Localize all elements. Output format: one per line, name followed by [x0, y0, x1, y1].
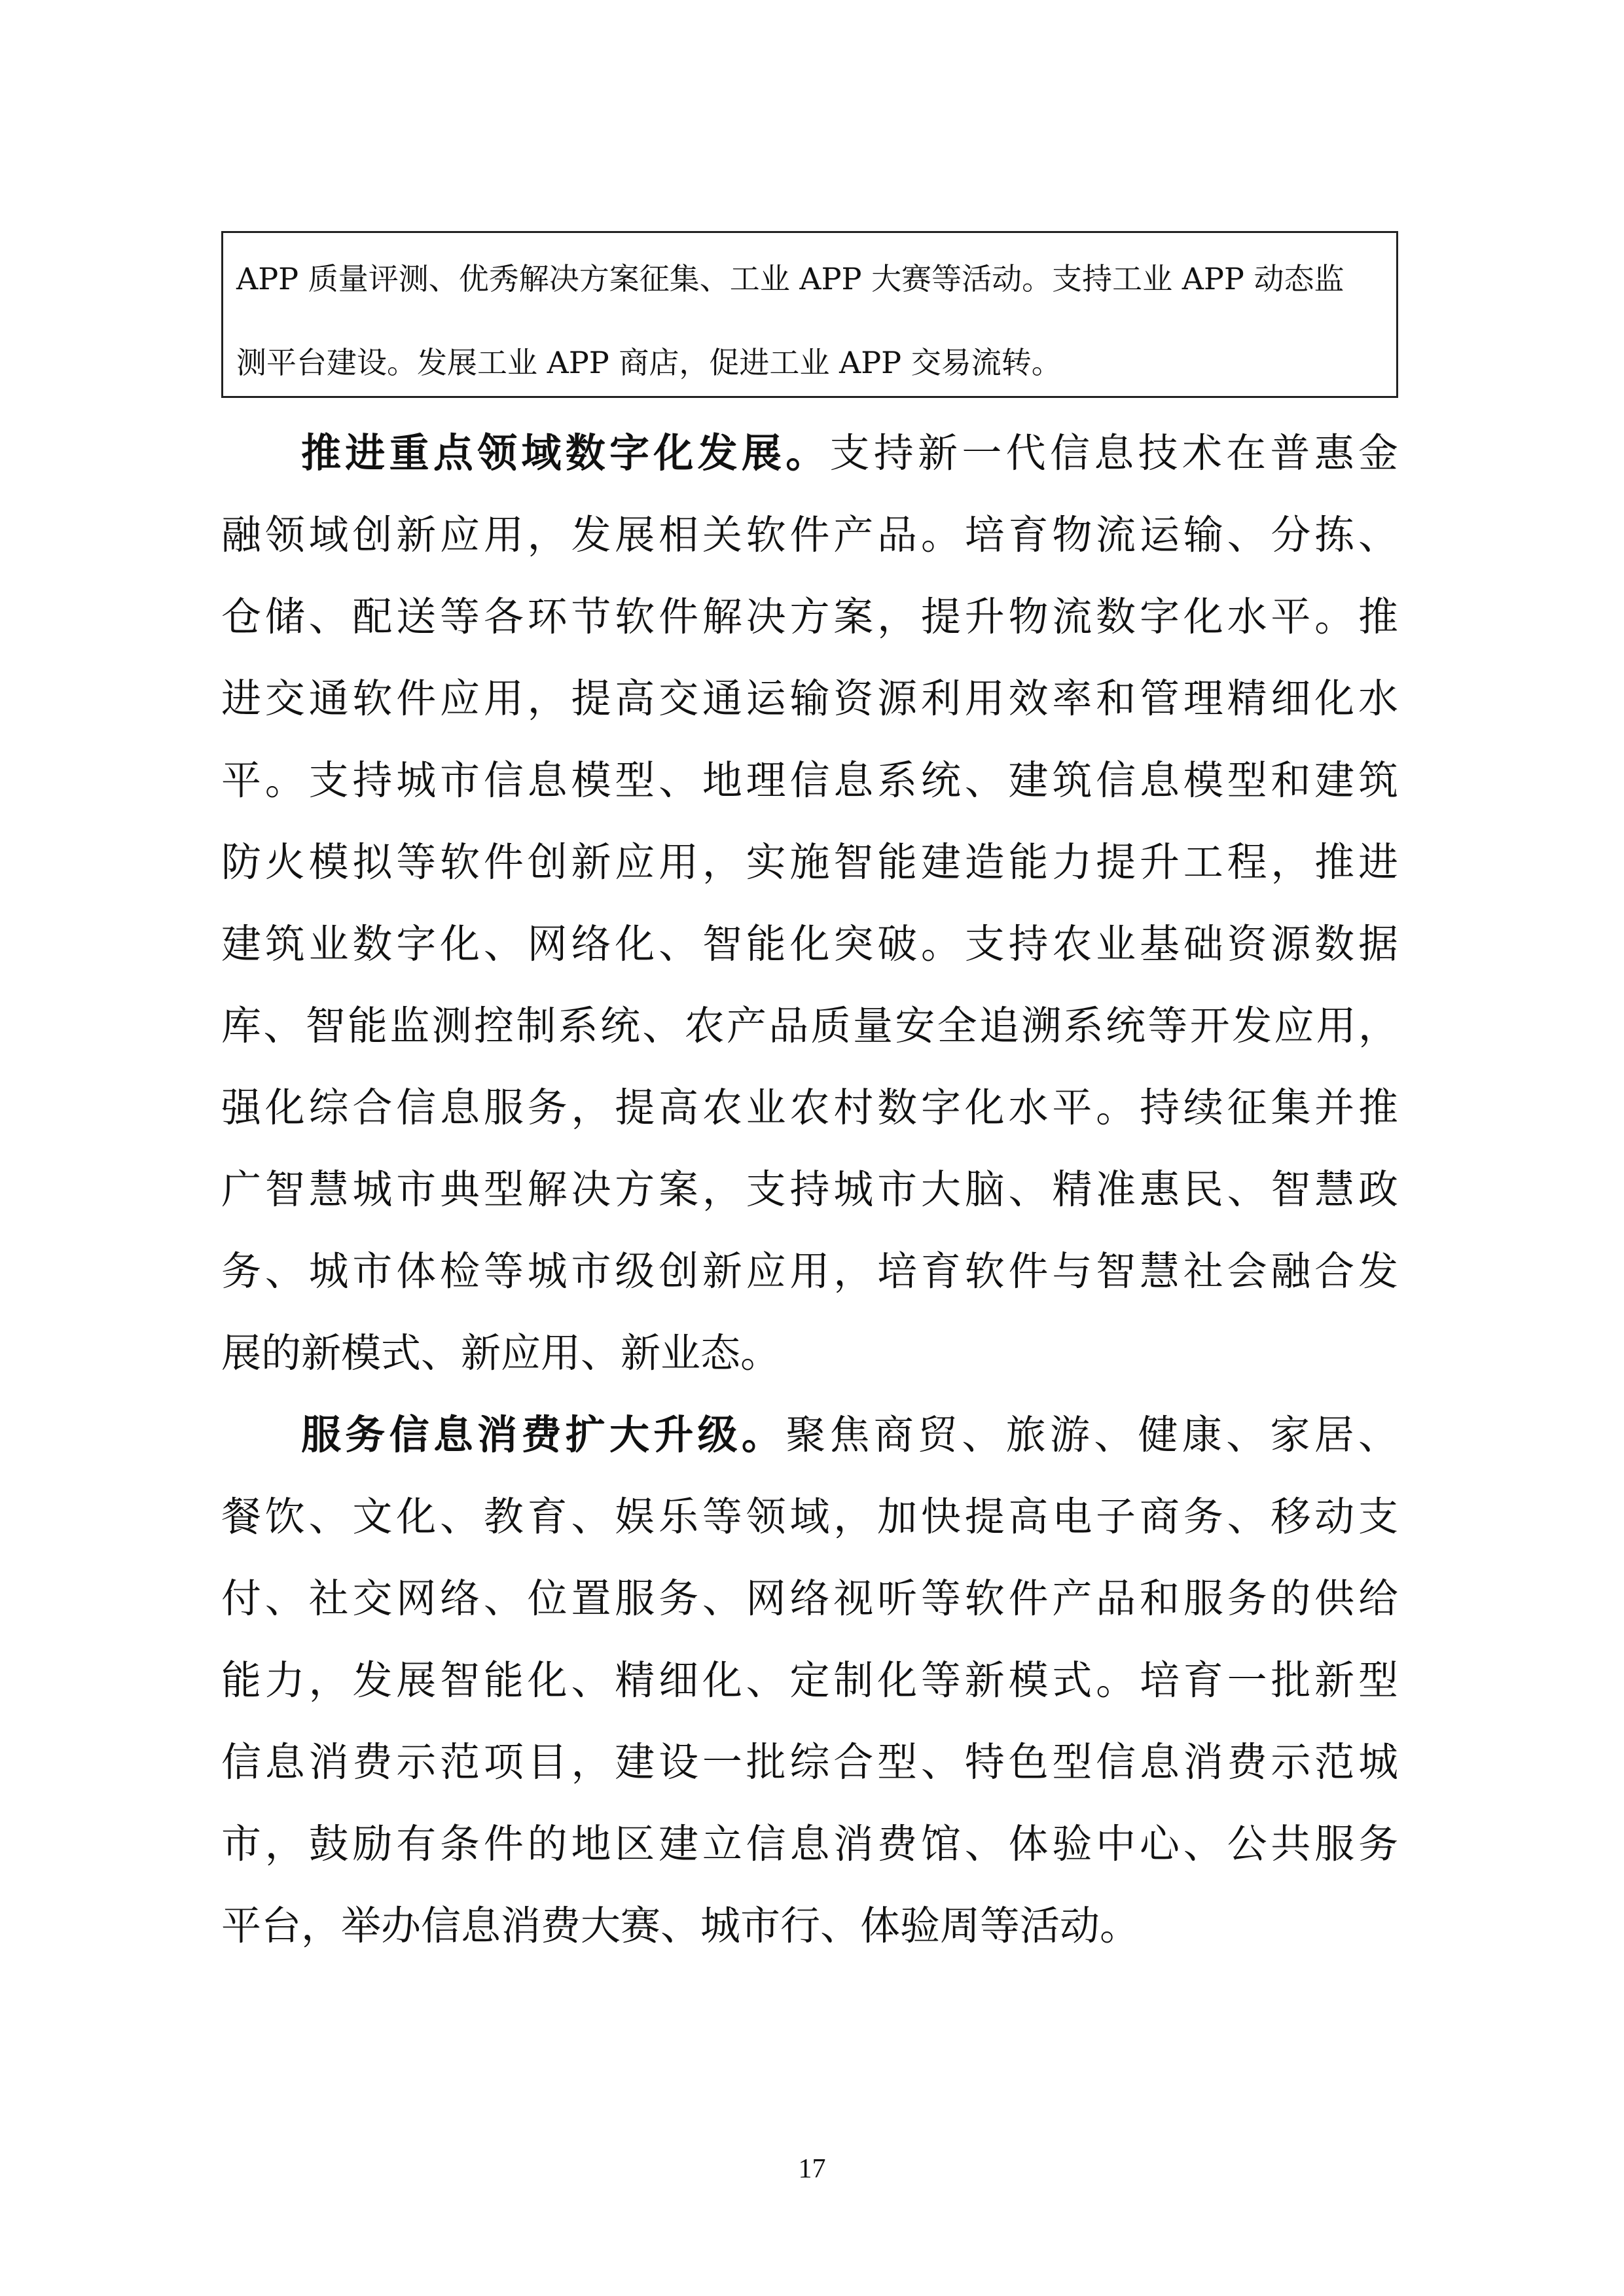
paragraph-line: 防火模拟等软件创新应用，实施智能建造能力提升工程，推进	[221, 839, 1398, 886]
paragraph-line: 市，鼓励有条件的地区建立信息消费馆、体验中心、公共服务	[221, 1821, 1398, 1867]
paragraph-line: 仓储、配送等各环节软件解决方案，提升物流数字化水平。推	[221, 594, 1398, 640]
paragraph-digital-development	[221, 412, 1398, 1394]
paragraph-line: 进交通软件应用，提高交通运输资源利用效率和管理精细化水	[221, 675, 1398, 722]
paragraph-line: 平台，举办信息消费大赛、城市行、体验周等活动。	[221, 1903, 1140, 1949]
paragraph-line: 付、社交网络、位置服务、网络视听等软件产品和服务的供给	[221, 1575, 1398, 1622]
paragraph-line	[221, 1394, 1398, 1476]
paragraph-heading: 服务信息消费扩大升级。	[301, 1412, 786, 1458]
paragraph-line: 库、智能监测控制系统、农产品质量安全追溯系统等开发应用，	[221, 1003, 1398, 1049]
paragraph-heading: 推进重点领域数字化发展。	[301, 430, 830, 476]
paragraph-line: 餐饮、文化、教育、娱乐等领域，加快提高电子商务、移动支	[221, 1494, 1398, 1540]
page-number: 17	[798, 2154, 826, 2184]
paragraph-line	[221, 412, 1398, 494]
box-text-line-2: 测平台建设。发展工业 APP 商店，促进工业 APP 交易流转。	[236, 345, 1062, 380]
box-text-line-1: APP 质量评测、优秀解决方案征集、工业 APP 大赛等活动。支持工业 APP 动态监	[236, 261, 1344, 296]
paragraph-line: 广智慧城市典型解决方案，支持城市大脑、精准惠民、智慧政	[221, 1166, 1398, 1213]
paragraph-line: 信息消费示范项目，建设一批综合型、特色型信息消费示范城	[221, 1739, 1398, 1785]
body-text	[221, 412, 1398, 1967]
paragraph-line: 平。支持城市信息模型、地理信息系统、建筑信息模型和建筑	[221, 757, 1398, 804]
paragraph-line: 建筑业数字化、网络化、智能化突破。支持农业基础资源数据	[221, 921, 1398, 967]
paragraph-line: 融领域创新应用，发展相关软件产品。培育物流运输、分拣、	[221, 512, 1398, 558]
paragraph-line: 能力，发展智能化、精细化、定制化等新模式。培育一批新型	[221, 1657, 1398, 1704]
paragraph-line: 展的新模式、新应用、新业态。	[221, 1330, 781, 1376]
paragraph-text: 聚焦商贸、旅游、健康、家居、	[785, 1412, 1398, 1458]
paragraph-line: 务、城市体检等城市级创新应用，培育软件与智慧社会融合发	[221, 1248, 1398, 1295]
paragraph-text: 支持新一代信息技术在普惠金	[829, 430, 1398, 476]
boxed-text-section	[221, 231, 1398, 398]
paragraph-line: 强化综合信息服务，提高农业农村数字化水平。持续征集并推	[221, 1085, 1398, 1131]
paragraph-information-consumption	[221, 1394, 1398, 1967]
